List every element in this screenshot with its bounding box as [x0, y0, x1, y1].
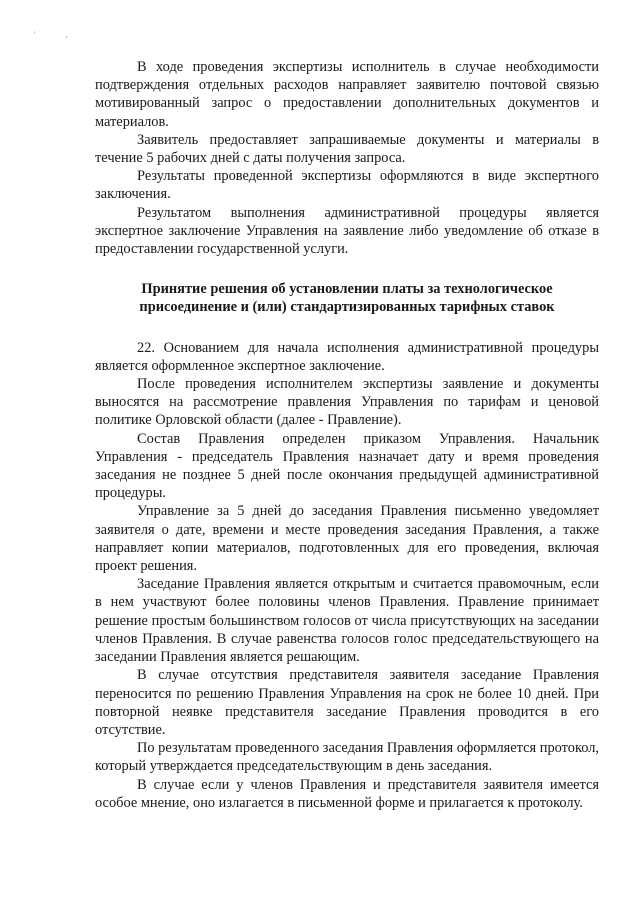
- paragraph-board-notice: Управление за 5 дней до заседания Правления письменно уведомляет заявителя о дате, времени и месте проведения заседания Правления, а также направляет копии материалов, подготовленных для его проведения, включая проект решения.: [95, 503, 599, 575]
- paragraph-expertise-results: Результаты проведенной экспертизы оформляются в виде экспертного заключения.: [95, 168, 599, 203]
- section-heading: Принятие решения об установлении платы за технологическое присоединение и (или) стандартизированных тарифных ставок: [139, 281, 555, 316]
- document-body: [95, 58, 599, 812]
- scan-marks: ' ,: [34, 30, 82, 39]
- paragraph-applicant-absence: В случае отсутствия представителя заявителя заседание Правления переносится по решению Правления Управления на срок не более 10 дней. При повторной неявке представителя заседание Правления проводится в его отсутствие.: [95, 667, 599, 738]
- paragraph-expertise-request: В ходе проведения экспертизы исполнитель в случае необходимости подтверждения отдельных расходов направляет заявителю почтовой связью мотивированный запрос о предоставлении дополнительных документов и материалов.: [95, 59, 599, 130]
- paragraph-board-composition: Состав Правления определен приказом Управления. Начальник Управления - председатель Правления назначает дату и время проведения заседания не позднее 5 дней после окончания предыдущей административной процедуры.: [95, 430, 599, 502]
- paragraph-board-quorum: Заседание Правления является открытым и считается правомочным, если в нем участвуют более половины членов Правления. Правление принимает решение простым большинством голосов от числа присутствующих на заседании членов Правления. В случае равенства голосов голос председательствующего на заседании Правления является решающим.: [95, 576, 599, 666]
- paragraph-procedure-result: Результатом выполнения административной процедуры является экспертное заключение Управления на заявление либо уведомление об отказе в предоставлении государственной услуги.: [95, 204, 599, 258]
- paragraph-dissenting-opinion: В случае если у членов Правления и представителя заявителя имеется особое мнение, оно излагается в письменной форме и прилагается к протоколу.: [95, 776, 599, 811]
- paragraph-item-22: 22. Основанием для начала исполнения административной процедуры является оформленное экспертное заключение.: [95, 339, 599, 374]
- paragraph-documents-deadline: Заявитель предоставляет запрашиваемые документы и материалы в течение 5 рабочих дней с даты получения запроса.: [95, 131, 599, 167]
- paragraph-board-review: После проведения исполнителем экспертизы заявление и документы выносятся на рассмотрение правления Управления по тарифам и ценовой политике Орловской области (далее - Правление).: [95, 376, 599, 429]
- paragraph-protocol: По результатам проведенного заседания Правления оформляется протокол, который утверждается председательствующим в день заседания.: [95, 740, 599, 775]
